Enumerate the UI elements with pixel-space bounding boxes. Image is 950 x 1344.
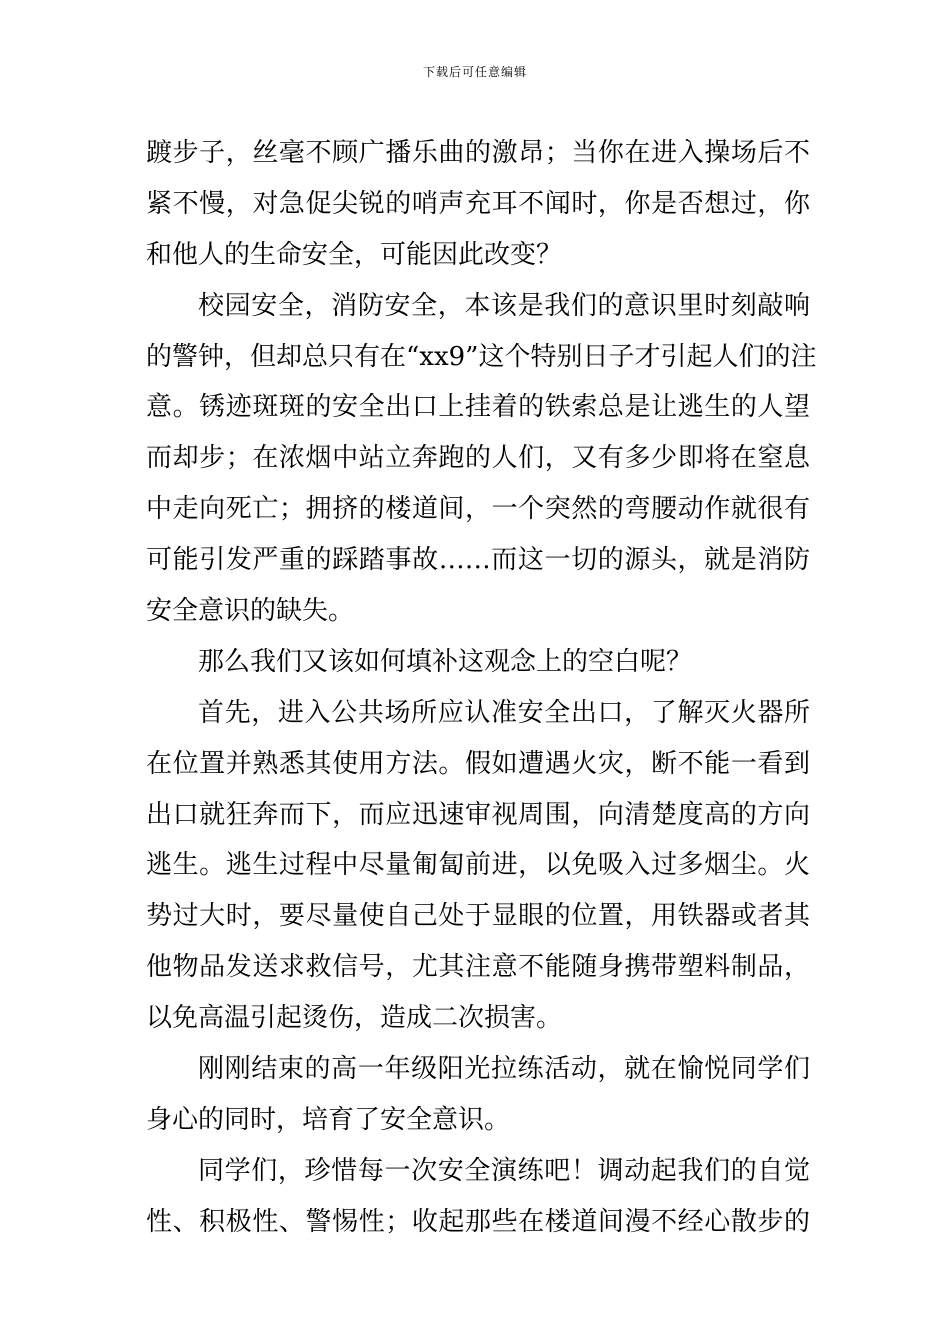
text-line: 校园安全，消防安全，本该是我们的意识里时刻敲响 — [198, 290, 810, 321]
text-line: 身心的同时，培育了安全意识。 — [146, 1104, 511, 1135]
text-line: 同学们，珍惜每一次安全演练吧！调动起我们的自觉 — [198, 1155, 810, 1186]
page-header: 下载后可任意编辑 — [422, 65, 527, 79]
text-line: 首先，进入公共场所应认准安全出口，了解灭火器所 — [198, 697, 810, 728]
text-line: 可能引发严重的踩踏事故……而这一切的源头，就是消防 — [146, 545, 810, 576]
text-line: 那么我们又该如何填补这观念上的空白呢？ — [198, 646, 693, 677]
text-line: 他物品发送求救信号，尤其注意不能随身携带塑料制品， — [146, 952, 810, 983]
document-body — [146, 128, 817, 1248]
text-line: 以免高温引起烫伤，造成二次损害。 — [146, 1003, 563, 1034]
text-line: 而却步；在浓烟中站立奔跑的人们，又有多少即将在窒息 — [146, 443, 810, 474]
text-line: 中走向死亡；拥挤的楼道间，一个突然的弯腰动作就很有 — [146, 494, 810, 525]
text-line: 和他人的生命安全，可能因此改变？ — [146, 239, 563, 270]
text-line: 势过大时，要尽量使自己处于显眼的位置，用铁器或者其 — [146, 901, 810, 932]
text-line: 性、积极性、警惕性；收起那些在楼道间漫不经心散步的 — [146, 1206, 810, 1237]
text-line: 踱步子，丝毫不顾广播乐曲的激昂；当你在进入操场后不 — [146, 138, 810, 168]
text-line: 意。锈迹斑斑的安全出口上挂着的铁索总是让逃生的人望 — [146, 392, 810, 423]
text-line: 的警钟，但却总只有在“xx9”这个特别日子才引起人们的注 — [146, 341, 817, 372]
text-line: 刚刚结束的高一年级阳光拉练活动，就在愉悦同学们 — [198, 1054, 810, 1085]
text-line: 安全意识的缺失。 — [146, 596, 355, 627]
text-line: 出口就狂奔而下，而应迅速审视周围，向清楚度高的方向 — [146, 799, 810, 830]
text-line: 在位置并熟悉其使用方法。假如遭遇火灾，断不能一看到 — [146, 748, 810, 779]
text-line: 紧不慢，对急促尖锐的哨声充耳不闻时，你是否想过，你 — [146, 188, 810, 219]
text-line: 逃生。逃生过程中尽量匍匐前进，以免吸入过多烟尘。火 — [146, 850, 810, 881]
